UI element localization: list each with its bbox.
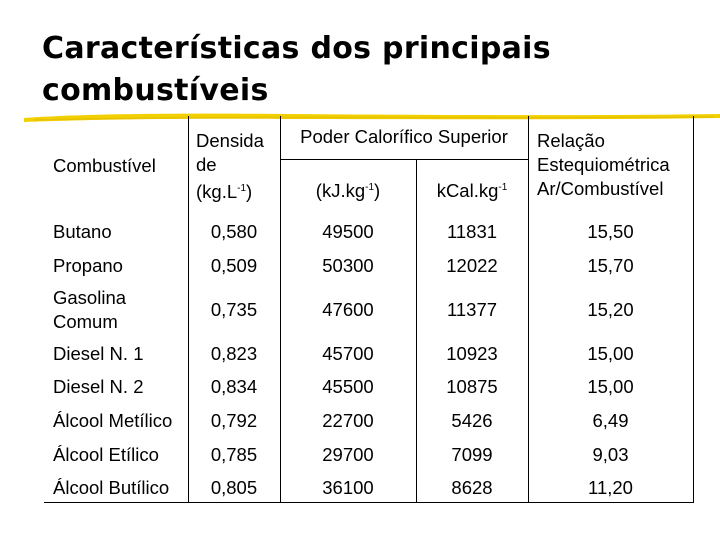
- density-value: 0,823: [210, 343, 258, 364]
- density-value: 0,792: [210, 410, 258, 431]
- fuel-name: Gasolina Comum: [53, 287, 127, 332]
- density-value: 0,805: [210, 477, 258, 498]
- header-densidade: [196, 129, 264, 204]
- header-relacao-line1: Relação: [537, 130, 605, 151]
- kcal-value: 7099: [451, 444, 493, 465]
- fuel-name: Diesel N. 2: [53, 376, 144, 397]
- fuel-name: Álcool Etílico: [53, 444, 159, 465]
- title-line-2: combustíveis: [42, 73, 269, 108]
- density-value: 0,785: [210, 444, 258, 465]
- kj-value: 49500: [322, 221, 374, 242]
- ratio-value: 15,50: [587, 221, 634, 242]
- header-densidade-close: ): [246, 181, 253, 202]
- header-densidade-exponent: -1: [237, 183, 247, 194]
- kj-value: 36100: [322, 477, 374, 498]
- header-densidade-line2: de: [196, 154, 217, 175]
- kcal-value: 10875: [446, 376, 498, 397]
- header-relacao-line3: Ar/Combustível: [537, 178, 664, 199]
- fuel-name: Propano: [53, 255, 123, 276]
- kj-value: 47600: [322, 299, 374, 320]
- kj-value: 50300: [322, 255, 374, 276]
- header-combustivel: Combustível: [53, 155, 156, 176]
- header-densidade-line1: Densida: [196, 130, 264, 151]
- title-line-1: Características dos principais: [42, 31, 551, 66]
- ratio-value: 15,20: [587, 299, 634, 320]
- ratio-value: 11,20: [588, 477, 633, 498]
- kcal-value: 5426: [451, 410, 493, 431]
- kj-value: 29700: [322, 444, 374, 465]
- table-divider: [280, 159, 528, 160]
- kj-value: 45500: [322, 376, 374, 397]
- kcal-value: 8628: [451, 477, 493, 498]
- ratio-value: 9,03: [592, 444, 629, 465]
- header-poder-calorifico: Poder Calorífico Superior: [300, 126, 508, 147]
- header-kj-unit: $(kJ.kg^{-1})$: [315, 180, 381, 201]
- density-value: 0,735: [210, 299, 258, 320]
- fuel-name: Diesel N. 1: [53, 343, 144, 364]
- ratio-value: 15,00: [587, 376, 634, 397]
- kcal-value: 11831: [446, 221, 498, 242]
- header-kcal-unit: $kCal.kg^{-1}$: [436, 180, 508, 201]
- kj-value: 22700: [322, 410, 374, 431]
- density-value: 0,834: [210, 376, 258, 397]
- fuel-name: Butano: [53, 221, 112, 242]
- ratio-value: 15,70: [587, 255, 634, 276]
- table-divider: [693, 116, 694, 502]
- table-divider: [44, 502, 694, 503]
- fuel-name: Álcool Butílico: [53, 477, 170, 498]
- header-densidade-unit: (kg.L: [196, 181, 238, 202]
- header-relacao: [537, 129, 670, 201]
- ratio-value: 6,49: [592, 410, 629, 431]
- header-relacao-line2: Estequiométrica: [537, 154, 670, 175]
- header-kj-exponent: -1: [365, 182, 375, 193]
- kcal-value: 12022: [446, 255, 498, 276]
- fuel-name: Álcool Metílico: [53, 410, 173, 431]
- header-kcal-exponent: -1: [498, 182, 508, 193]
- kj-value: 45700: [322, 343, 374, 364]
- kcal-value: 11377: [446, 299, 498, 320]
- kcal-value: 10923: [446, 343, 498, 364]
- ratio-value: 15,00: [587, 343, 634, 364]
- density-value: 0,509: [210, 255, 258, 276]
- density-value: 0,580: [210, 221, 258, 242]
